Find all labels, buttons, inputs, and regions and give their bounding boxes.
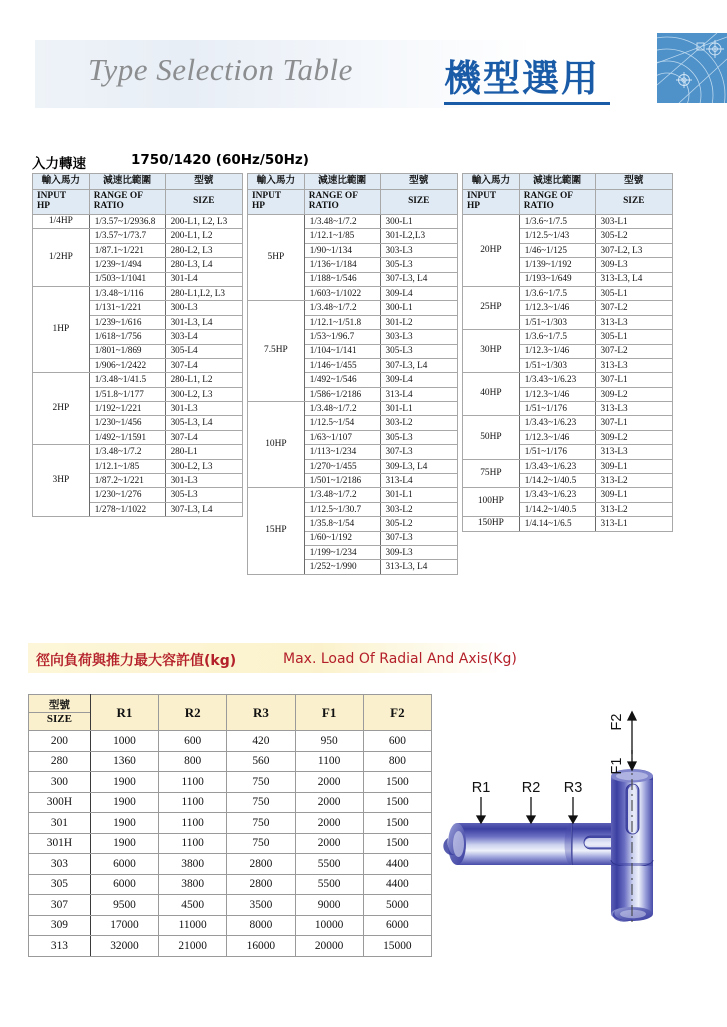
ratio-cell: 1/618~1/756 (89, 330, 165, 344)
ratio-table-3 (462, 173, 673, 532)
size-cell: 307-L3 (380, 445, 457, 459)
size-cell: 313-L3, L4 (595, 272, 672, 286)
table-row (248, 402, 458, 416)
max-load-table-head (29, 695, 432, 731)
load-value-f1: 1100 (295, 751, 363, 772)
ratio-cell: 1/192~1/221 (89, 402, 165, 416)
hp-cell: 2HP (33, 373, 90, 445)
ratio-cell: 1/492~1/1591 (89, 430, 165, 444)
ratio-header-en: RANGE OF RATIO (519, 190, 595, 215)
hp-cell: 1/4HP (33, 215, 90, 229)
load-value-f2: 800 (363, 751, 431, 772)
load-value-r3: 750 (227, 813, 295, 834)
load-value-f1: 950 (295, 731, 363, 752)
size-cell: 313-L3 (595, 358, 672, 372)
ratio-header-zh: 減速比範圍 (304, 174, 380, 190)
size-cell: 301-L1 (380, 488, 457, 502)
hp-cell: 30HP (463, 330, 520, 373)
hp-cell: 1HP (33, 286, 90, 372)
ratio-header-en: RANGE OF RATIO (89, 190, 165, 215)
size-cell: 301-L2,L3 (380, 229, 457, 243)
size-cell: 300 (29, 772, 91, 793)
hp-cell: 100HP (463, 488, 520, 517)
hp-cell: 75HP (463, 459, 520, 488)
table-row (463, 330, 673, 344)
load-value-r2: 21000 (159, 936, 227, 957)
hp-header-zh: 輸入馬力 (463, 174, 520, 190)
size-cell: 309-L2 (595, 387, 672, 401)
load-value-f2: 1500 (363, 833, 431, 854)
size-cell: 309-L1 (595, 488, 672, 502)
load-value-r2: 800 (159, 751, 227, 772)
load-value-r1: 1900 (90, 813, 158, 834)
size-cell: 301-L3 (165, 402, 242, 416)
load-value-r1: 32000 (90, 936, 158, 957)
load-value-r2: 1100 (159, 772, 227, 793)
ratio-cell: 1/136~1/184 (304, 258, 380, 272)
size-header-en: SIZE (595, 190, 672, 215)
load-value-r2: 3800 (159, 854, 227, 875)
page-title-chinese: 機型選用 (444, 57, 600, 100)
ratio-cell: 1/270~1/455 (304, 459, 380, 473)
table-row (463, 517, 673, 531)
ratio-cell: 1/278~1/1022 (89, 502, 165, 516)
ratio-cell: 1/3.57~1/2936.8 (89, 215, 165, 229)
size-cell: 313-L2 (595, 502, 672, 516)
ratio-cell: 1/113~1/234 (304, 445, 380, 459)
size-cell: 309-L4 (380, 373, 457, 387)
ratio-table-2-body (248, 174, 458, 575)
load-value-r1: 6000 (90, 874, 158, 895)
ratio-cell: 1/14.2~1/40.5 (519, 502, 595, 516)
ratio-cell: 1/53~1/96.7 (304, 330, 380, 344)
label-r1: R1 (471, 780, 491, 796)
ratio-cell: 1/12.1~1/85 (304, 229, 380, 243)
table-row (248, 488, 458, 502)
ratio-table-1 (32, 173, 243, 517)
hp-cell: 7.5HP (248, 301, 305, 402)
load-value-r3: 750 (227, 792, 295, 813)
size-cell: 303-L2 (380, 416, 457, 430)
load-value-f2: 600 (363, 731, 431, 752)
load-value-r2: 3800 (159, 874, 227, 895)
size-cell: 307-L2 (595, 344, 672, 358)
ratio-cell: 1/87.1~1/221 (89, 243, 165, 257)
load-value-f2: 1500 (363, 772, 431, 793)
ratio-cell: 1/501~1/2186 (304, 474, 380, 488)
hp-cell: 40HP (463, 373, 520, 416)
size-cell: 307-L4 (165, 358, 242, 372)
ratio-cell: 1/603~1/1022 (304, 286, 380, 300)
ratio-cell: 1/3.43~1/6.23 (519, 416, 595, 430)
ratio-cell: 1/188~1/546 (304, 272, 380, 286)
table-row (29, 731, 432, 752)
ratio-cell: 1/586~1/2186 (304, 387, 380, 401)
size-cell: 307-L4 (165, 430, 242, 444)
ratio-cell: 1/252~1/990 (304, 560, 380, 574)
ratio-cell: 1/503~1/1041 (89, 272, 165, 286)
size-cell: 313-L4 (380, 387, 457, 401)
ratio-header-zh: 減速比範圍 (89, 174, 165, 190)
load-value-f1: 2000 (295, 833, 363, 854)
ratio-cell: 1/801~1/869 (89, 344, 165, 358)
hp-header-en: INPUT HP (33, 190, 90, 215)
size-cell: 305-L3 (380, 430, 457, 444)
load-value-f1: 2000 (295, 813, 363, 834)
size-cell: 313-L1 (595, 517, 672, 531)
size-cell: 301-L3 (165, 474, 242, 488)
size-cell: 301-L2 (380, 315, 457, 329)
size-cell: 200-L1, L2, L3 (165, 215, 242, 229)
column-header-f2: F2 (363, 695, 431, 731)
size-cell: 307-L2 (595, 301, 672, 315)
ratio-cell: 1/46~1/125 (519, 243, 595, 257)
column-header-r3: R3 (227, 695, 295, 731)
ratio-cell: 1/3.43~1/6.23 (519, 373, 595, 387)
load-value-r2: 11000 (159, 915, 227, 936)
size-cell: 307-L3, L4 (380, 272, 457, 286)
size-cell: 309 (29, 915, 91, 936)
size-cell: 305-L2 (380, 517, 457, 531)
size-cell: 309-L3 (380, 545, 457, 559)
ratio-cell: 1/230~1/456 (89, 416, 165, 430)
load-value-r1: 1000 (90, 731, 158, 752)
size-cell: 309-L3 (595, 258, 672, 272)
load-value-r3: 750 (227, 833, 295, 854)
table-row (29, 895, 432, 916)
ratio-cell: 1/3.6~1/7.5 (519, 215, 595, 229)
hp-cell: 150HP (463, 517, 520, 531)
load-value-r3: 3500 (227, 895, 295, 916)
size-cell: 313-L4 (380, 474, 457, 488)
load-value-r1: 1900 (90, 772, 158, 793)
ratio-table-1-body (33, 174, 243, 517)
size-cell: 301-L3, L4 (165, 315, 242, 329)
load-value-r3: 2800 (227, 874, 295, 895)
load-value-r3: 2800 (227, 854, 295, 875)
ratio-header-zh: 減速比範圍 (519, 174, 595, 190)
table-row (29, 751, 432, 772)
size-cell: 305-L3 (380, 258, 457, 272)
table-row (29, 792, 432, 813)
input-speed-value: 1750/1420 (60Hz/50Hz) (131, 152, 309, 168)
load-value-r2: 4500 (159, 895, 227, 916)
column-header-f1: F1 (295, 695, 363, 731)
hp-cell: 1/2HP (33, 229, 90, 287)
load-value-f1: 2000 (295, 792, 363, 813)
ratio-header-en: RANGE OF RATIO (304, 190, 380, 215)
ratio-cell: 1/3.48~1/7.2 (304, 488, 380, 502)
load-value-f1: 2000 (295, 772, 363, 793)
hp-cell: 3HP (33, 445, 90, 517)
ratio-cell: 1/104~1/141 (304, 344, 380, 358)
ratio-cell: 1/146~1/455 (304, 358, 380, 372)
ratio-cell: 1/3.6~1/7.5 (519, 330, 595, 344)
load-value-f2: 4400 (363, 854, 431, 875)
size-cell: 280 (29, 751, 91, 772)
ratio-cell: 1/51~1/303 (519, 358, 595, 372)
ratio-cell: 1/12.1~1/51.8 (304, 315, 380, 329)
hp-header-zh: 輸入馬力 (33, 174, 90, 190)
label-f1: F1 (609, 757, 625, 775)
ratio-cell: 1/193~1/649 (519, 272, 595, 286)
load-value-r1: 9500 (90, 895, 158, 916)
size-cell: 313-L3 (595, 315, 672, 329)
size-cell: 309-L3, L4 (380, 459, 457, 473)
ratio-cell: 1/51.8~1/177 (89, 387, 165, 401)
table-row (29, 813, 432, 834)
ratio-cell: 1/35.8~1/54 (304, 517, 380, 531)
size-cell: 313-L3 (595, 402, 672, 416)
size-header-zh: 型號 (380, 174, 457, 190)
size-cell: 303 (29, 854, 91, 875)
ratio-cell: 1/3.48~1/7.2 (89, 445, 165, 459)
label-r3: R3 (563, 780, 583, 796)
hp-cell: 10HP (248, 402, 305, 488)
ratio-cell: 1/51~1/176 (519, 445, 595, 459)
size-cell: 300-L1 (380, 301, 457, 315)
ratio-cell: 1/3.48~1/41.5 (89, 373, 165, 387)
blueprint-corner-icon (657, 33, 727, 103)
size-cell: 300-L2, L3 (165, 459, 242, 473)
ratio-cell: 1/3.43~1/6.23 (519, 459, 595, 473)
load-value-r2: 1100 (159, 813, 227, 834)
load-value-r1: 1900 (90, 833, 158, 854)
size-cell: 305-L4 (165, 344, 242, 358)
size-cell: 309-L4 (380, 286, 457, 300)
table-row (33, 373, 243, 387)
size-cell: 303-L3 (380, 330, 457, 344)
ratio-cell: 1/12.1~1/85 (89, 459, 165, 473)
size-cell: 305 (29, 874, 91, 895)
ratio-cell: 1/90~1/134 (304, 243, 380, 257)
ratio-cell: 1/3.43~1/6.23 (519, 488, 595, 502)
load-value-f1: 10000 (295, 915, 363, 936)
size-cell: 305-L1 (595, 330, 672, 344)
max-load-table-body (29, 731, 432, 957)
load-banner-chinese: 徑向負荷與推力最大容許值(kg) (36, 653, 237, 669)
size-header-zh: 型號 (595, 174, 672, 190)
axial-load-arrows (628, 712, 636, 770)
hp-header-en: INPUT HP (463, 190, 520, 215)
size-header-zh: 型號 (165, 174, 242, 190)
load-value-r3: 750 (227, 772, 295, 793)
ratio-cell: 1/3.48~1/116 (89, 286, 165, 300)
ratio-cell: 1/51~1/176 (519, 402, 595, 416)
load-value-f1: 5500 (295, 854, 363, 875)
ratio-cell: 1/12.3~1/46 (519, 430, 595, 444)
ratio-cell: 1/51~1/303 (519, 315, 595, 329)
title-underline (444, 102, 610, 105)
size-cell: 307-L3, L4 (380, 358, 457, 372)
table-row (463, 286, 673, 300)
table-row (463, 459, 673, 473)
ratio-cell: 1/12.3~1/46 (519, 301, 595, 315)
hp-cell: 15HP (248, 488, 305, 574)
size-cell: 307-L2, L3 (595, 243, 672, 257)
size-cell: 305-L3 (165, 488, 242, 502)
ratio-cell: 1/230~1/276 (89, 488, 165, 502)
hp-cell: 5HP (248, 215, 305, 301)
hp-header-zh: 輸入馬力 (248, 174, 305, 190)
load-value-r2: 600 (159, 731, 227, 752)
hp-header-en: INPUT HP (248, 190, 305, 215)
table-row (29, 936, 432, 957)
ratio-cell: 1/906~1/2422 (89, 358, 165, 372)
size-cell: 307-L3 (380, 531, 457, 545)
size-cell: 303-L2 (380, 502, 457, 516)
table-row (33, 229, 243, 243)
ratio-cell: 1/14.2~1/40.5 (519, 474, 595, 488)
table-row (463, 215, 673, 229)
ratio-cell: 1/12.5~1/30.7 (304, 502, 380, 516)
size-cell: 309-L2 (595, 430, 672, 444)
ratio-cell: 1/239~1/616 (89, 315, 165, 329)
load-value-f2: 15000 (363, 936, 431, 957)
size-cell: 305-L3, L4 (165, 416, 242, 430)
size-cell: 307-L3, L4 (165, 502, 242, 516)
input-speed-label: 入力轉速 (32, 156, 86, 172)
size-cell: 280-L1,L2, L3 (165, 286, 242, 300)
ratio-cell: 1/63~1/107 (304, 430, 380, 444)
size-cell: 301 (29, 813, 91, 834)
radial-load-arrows (477, 797, 577, 823)
shaft-load-diagram (443, 692, 727, 964)
table-row (29, 833, 432, 854)
size-cell: 303-L1 (595, 215, 672, 229)
size-cell: 305-L2 (595, 229, 672, 243)
size-cell: 200 (29, 731, 91, 752)
load-value-r1: 6000 (90, 854, 158, 875)
size-cell: 280-L3, L4 (165, 258, 242, 272)
size-cell: 280-L1 (165, 445, 242, 459)
size-header-en: SIZE (380, 190, 457, 215)
ratio-cell: 1/3.48~1/7.2 (304, 301, 380, 315)
size-column-header: 型號 SIZE (29, 695, 91, 731)
size-cell: 307 (29, 895, 91, 916)
size-cell: 307-L1 (595, 373, 672, 387)
ratio-table-2 (247, 173, 458, 575)
table-row (33, 445, 243, 459)
ratio-cell: 1/131~1/221 (89, 301, 165, 315)
table-row (463, 488, 673, 502)
load-value-r1: 17000 (90, 915, 158, 936)
table-row (248, 215, 458, 229)
size-cell: 300-L1 (380, 215, 457, 229)
ratio-cell: 1/3.6~1/7.5 (519, 286, 595, 300)
size-cell: 313 (29, 936, 91, 957)
size-cell: 300H (29, 792, 91, 813)
size-cell: 313-L3, L4 (380, 560, 457, 574)
load-value-f2: 1500 (363, 813, 431, 834)
load-value-r1: 1360 (90, 751, 158, 772)
size-cell: 200-L1, L2 (165, 229, 242, 243)
size-cell: 313-L2 (595, 474, 672, 488)
load-value-f2: 4400 (363, 874, 431, 895)
label-f2: F2 (609, 713, 625, 731)
ratio-cell: 1/12.5~1/43 (519, 229, 595, 243)
load-value-r1: 1900 (90, 792, 158, 813)
size-cell: 280-L2, L3 (165, 243, 242, 257)
table-row (248, 301, 458, 315)
load-value-f2: 1500 (363, 792, 431, 813)
size-cell: 300-L3 (165, 301, 242, 315)
ratio-cell: 1/139~1/192 (519, 258, 595, 272)
size-cell: 313-L3 (595, 445, 672, 459)
column-header-r2: R2 (159, 695, 227, 731)
load-value-r3: 420 (227, 731, 295, 752)
size-cell: 305-L1 (595, 286, 672, 300)
size-cell: 280-L1, L2 (165, 373, 242, 387)
table-row (29, 874, 432, 895)
size-cell: 301-L1 (380, 402, 457, 416)
size-cell: 303-L4 (165, 330, 242, 344)
load-value-r3: 8000 (227, 915, 295, 936)
ratio-cell: 1/3.48~1/7.2 (304, 215, 380, 229)
ratio-cell: 1/60~1/192 (304, 531, 380, 545)
ratio-table-3-body (463, 174, 673, 532)
table-row (463, 373, 673, 387)
size-cell: 301H (29, 833, 91, 854)
ratio-cell: 1/3.48~1/7.2 (304, 402, 380, 416)
table-row (33, 215, 243, 229)
load-value-f1: 5500 (295, 874, 363, 895)
table-row (33, 286, 243, 300)
size-cell: 305-L3 (380, 344, 457, 358)
hp-cell: 25HP (463, 286, 520, 329)
label-r2: R2 (521, 780, 541, 796)
ratio-cell: 1/12.5~1/54 (304, 416, 380, 430)
ratio-cell: 1/4.14~1/6.5 (519, 517, 595, 531)
table-row (29, 772, 432, 793)
load-banner-english: Max. Load Of Radial And Axis(Kg) (283, 651, 517, 667)
load-value-f2: 6000 (363, 915, 431, 936)
table-row (29, 915, 432, 936)
column-header-r1: R1 (90, 695, 158, 731)
size-cell: 300-L2, L3 (165, 387, 242, 401)
load-value-r3: 560 (227, 751, 295, 772)
ratio-cell: 1/199~1/234 (304, 545, 380, 559)
size-cell: 307-L1 (595, 416, 672, 430)
ratio-cell: 1/12.3~1/46 (519, 344, 595, 358)
page-title-english: Type Selection Table (88, 52, 353, 87)
load-value-r2: 1100 (159, 833, 227, 854)
load-value-r3: 16000 (227, 936, 295, 957)
hp-cell: 50HP (463, 416, 520, 459)
ratio-cell: 1/239~1/494 (89, 258, 165, 272)
hp-cell: 20HP (463, 215, 520, 287)
ratio-cell: 1/87.2~1/221 (89, 474, 165, 488)
ratio-cell: 1/492~1/546 (304, 373, 380, 387)
max-load-table (28, 694, 432, 957)
table-row (29, 854, 432, 875)
ratio-cell: 1/3.57~1/73.7 (89, 229, 165, 243)
table-row (463, 416, 673, 430)
size-cell: 301-L4 (165, 272, 242, 286)
ratio-cell: 1/12.3~1/46 (519, 387, 595, 401)
load-value-f1: 9000 (295, 895, 363, 916)
load-value-f1: 20000 (295, 936, 363, 957)
load-value-f2: 5000 (363, 895, 431, 916)
size-cell: 309-L1 (595, 459, 672, 473)
size-header-en: SIZE (165, 190, 242, 215)
size-cell: 303-L3 (380, 243, 457, 257)
load-value-r2: 1100 (159, 792, 227, 813)
